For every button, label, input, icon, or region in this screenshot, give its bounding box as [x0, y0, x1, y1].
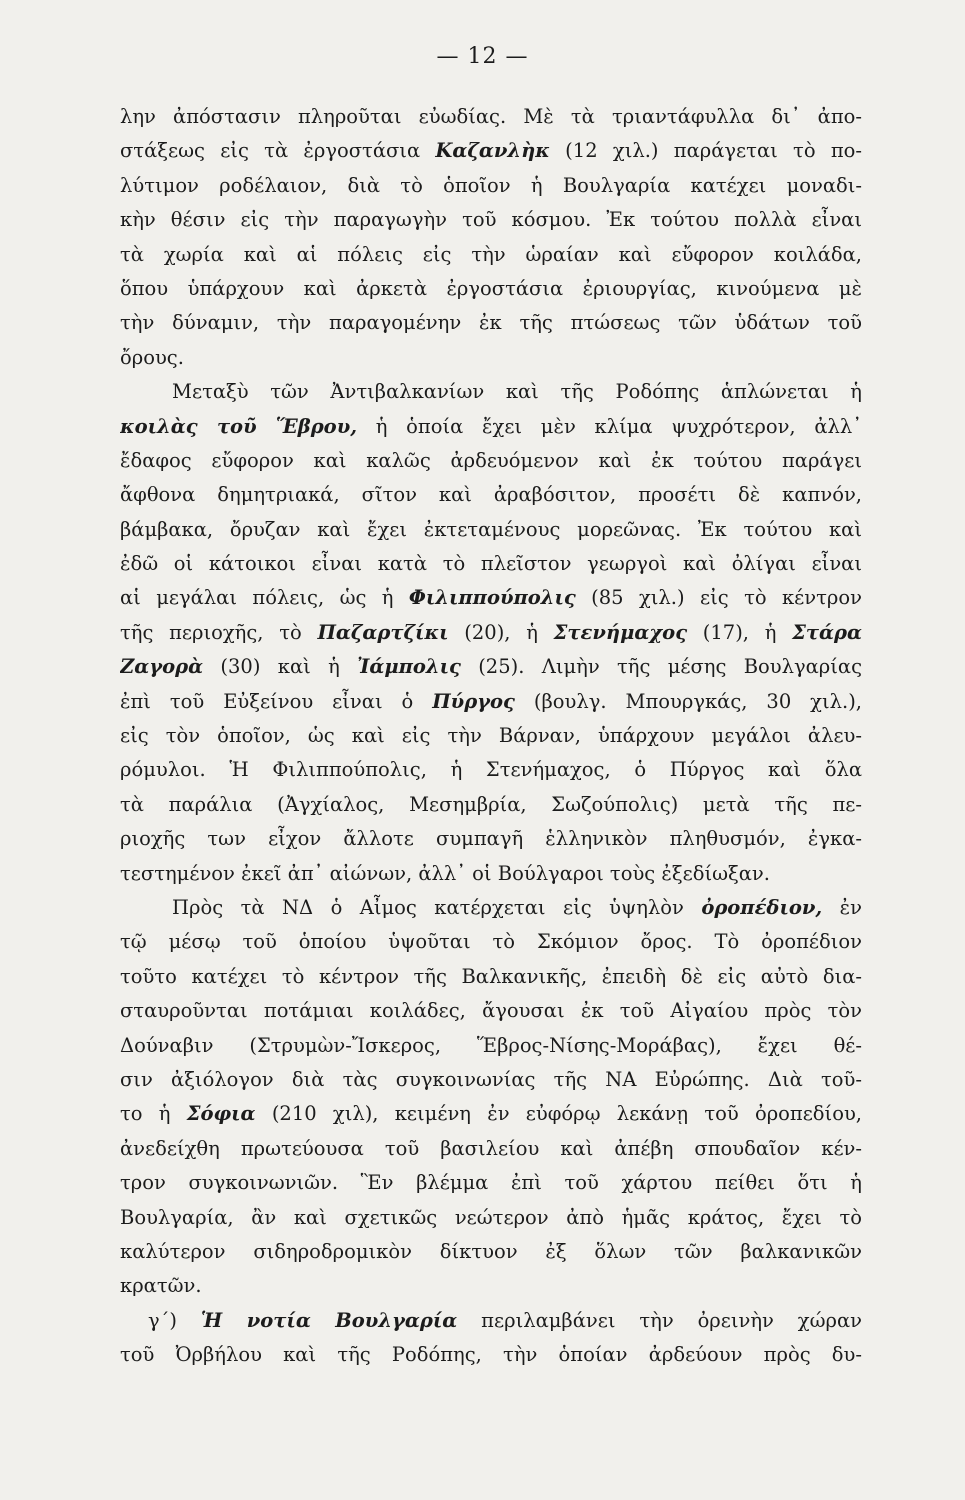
text-line [120, 1132, 862, 1166]
text-run: κὴν θέσιν εἰς τὴν παραγωγὴν τοῦ κόσμου. Ἐκ τούτου πολλὰ εἶναι [120, 208, 862, 232]
emphasized-term: Ἡ νοτία Βουλγαρία [200, 1308, 458, 1332]
text-run: αἱ μεγάλαι πόλεις, ὡς ἡ [120, 586, 409, 610]
text-line [120, 616, 862, 650]
text-run: κρατῶν. [120, 1274, 202, 1298]
text-run: τῷ μέσῳ τοῦ ὁποίου ὑψοῦται τὸ Σκόμιον ὄρος. Τὸ ὀροπέδιον [120, 930, 862, 954]
text-line [120, 1338, 862, 1372]
text-run: ριοχῆς των εἶχον ἄλλοτε συμπαγῆ ἑλληνικὸν πληθυσμόν, ἐγκα- [120, 827, 862, 851]
text-line [120, 719, 862, 753]
text-run: (12 χιλ.) παράγεται τὸ πο- [549, 139, 862, 163]
emphasized-term: Ἰάμπολις [357, 655, 461, 679]
text-line [120, 788, 862, 822]
text-line [120, 547, 862, 581]
text-run: ἡ ὁποία ἔχει μὲν κλίμα ψυχρότερον, ἀλλ᾽ [357, 414, 862, 438]
text-run: ἐν [822, 895, 862, 919]
text-line [120, 822, 862, 856]
text-line [120, 925, 862, 959]
text-line [120, 891, 862, 925]
page-number: — 12 — [436, 44, 529, 69]
text-run: τεστημένον ἐκεῖ ἀπ᾽ αἰώνων, ἀλλ᾽ οἱ Βούλγαροι τοὺς ἐξεδίωξαν. [120, 861, 770, 885]
text-line [120, 581, 862, 615]
text-run: καλύτερον σιδηροδρομικὸν δίκτυον ἐξ ὅλων τῶν βαλκανικῶν [120, 1239, 862, 1263]
text-run: γ´) [148, 1308, 201, 1332]
text-line [120, 685, 862, 719]
text-line [120, 1201, 862, 1235]
emphasized-term: Καζανλὴκ [435, 139, 550, 163]
text-run: (βουλγ. Μπουργκάς, 30 χιλ.), [514, 689, 862, 713]
text-run: Βουλγαρία, ἂν καὶ σχετικῶς νεώτερον ἀπὸ ἡμᾶς κράτος, ἔχει τὸ [120, 1205, 862, 1229]
text-run: στάξεως εἰς τὰ ἐργοστάσια [120, 139, 436, 163]
text-line [120, 169, 862, 203]
text-run: βάμβακα, ὄρυζαν καὶ ἔχει ἐκτεταμένους μορεῶνας. Ἐκ τούτου καὶ [120, 517, 862, 541]
text-line [120, 1235, 862, 1269]
text-run: τῆς περιοχῆς, τὸ [120, 620, 318, 644]
emphasized-term: Ζαγορὰ [120, 655, 204, 679]
emphasized-term: Στενήμαχος [553, 620, 688, 644]
text-line [120, 238, 862, 272]
text-run: ὄρους. [120, 345, 184, 369]
text-run: (30) καὶ ἡ [203, 655, 358, 679]
text-run: Δούναβιν (Στρυμὼν-Ἴσκερος, Ἕβρος-Νίσης-Μοράβας), ἔχει θέ- [120, 1033, 862, 1057]
emphasized-term: Φιλιππούπολις [408, 586, 576, 610]
text-line [120, 960, 862, 994]
text-line [120, 753, 862, 787]
emphasized-term: Σόφια [186, 1102, 256, 1126]
text-run: σιν ἀξιόλογον διὰ τὰς συγκοινωνίας τῆς ΝΑ Εὐρώπης. Διὰ τοῦ- [120, 1067, 862, 1091]
text-run: ἄφθονα δημητριακά, σῖτον καὶ ἀραβόσιτον, προσέτι δὲ καπνόν, [120, 483, 862, 507]
text-line [120, 306, 862, 340]
text-run: (20), ἡ [448, 620, 554, 644]
text-run: ἀνεδείχθη πρωτεύουσα τοῦ βασιλείου καὶ ἀπέβη σπουδαῖον κέν- [120, 1136, 862, 1160]
emphasized-term: κοιλὰς τοῦ Ἕβρου, [120, 414, 358, 438]
text-run: (210 χιλ), κειμένη ἐν εὐφόρῳ λεκάνῃ τοῦ ὀροπεδίου, [255, 1102, 862, 1126]
text-run: (85 χιλ.) εἰς τὸ κέντρον [575, 586, 862, 610]
text-run: ὅπου ὑπάρχουν καὶ ἀρκετὰ ἐργοστάσια ἐριουργίας, κινούμενα μὲ [120, 276, 862, 300]
text-run: περιλαμβάνει τὴν ὀρεινὴν χώραν [457, 1308, 862, 1332]
text-run: τὰ παράλια (Ἀγχίαλος, Μεσημβρία, Σωζούπολις) μετὰ τῆς πε- [120, 792, 862, 816]
text-line [120, 100, 862, 134]
text-line [120, 513, 862, 547]
text-line [120, 410, 862, 444]
text-run: το ἡ [120, 1102, 187, 1126]
text-run: ἔδαφος εὔφορον καὶ καλῶς ἀρδευόμενον καὶ ἐκ τούτου παράγει [120, 448, 862, 472]
text-run: λην ἀπόστασιν πληροῦται εὐωδίας. Μὲ τὰ τριαντάφυλλα δι᾽ ἀπο- [120, 105, 862, 128]
text-run: τρον συγκοινωνιῶν. Ἓν βλέμμα ἐπὶ τοῦ χάρτου πείθει ὅτι ἡ [120, 1171, 862, 1195]
text-line [120, 272, 862, 306]
text-line [120, 650, 862, 684]
text-line [120, 1063, 862, 1097]
text-run: Πρὸς τὰ ΝΔ ὁ Αἶμος κατέρχεται εἰς ὑψηλὸν [172, 895, 702, 919]
text-line [120, 203, 862, 237]
text-run: σταυροῦνται ποτάμιαι κοιλάδες, ἄγουσαι ἐκ τοῦ Αἰγαίου πρὸς τὸν [120, 999, 862, 1023]
text-run: τοῦτο κατέχει τὸ κέντρον τῆς Βαλκανικῆς, ἐπειδὴ δὲ εἰς αὐτὸ δια- [120, 964, 862, 988]
text-line [120, 341, 862, 375]
text-run: (17), ἡ [687, 620, 793, 644]
text-run: εἰς τὸν ὁποῖον, ὡς καὶ εἰς τὴν Βάρναν, ὑπάρχουν μεγάλοι ἀλευ- [120, 724, 862, 748]
text-run: Μεταξὺ τῶν Ἀντιβαλκανίων καὶ τῆς Ροδόπης ἁπλώνεται ἡ [172, 380, 862, 404]
text-line [120, 857, 862, 891]
emphasized-term: Στάρα [792, 620, 862, 644]
text-line [120, 375, 862, 409]
text-run: τὴν δύναμιν, τὴν παραγομένην ἐκ τῆς πτώσεως τῶν ὑδάτων τοῦ [120, 311, 862, 335]
text-run: τὰ χωρία καὶ αἱ πόλεις εἰς τὴν ὡραίαν καὶ εὔφορον κοιλάδα, [120, 242, 862, 266]
text-run: ρόμυλοι. Ἡ Φιλιππούπολις, ἡ Στενήμαχος, ὁ Πύργος καὶ ὅλα [120, 758, 862, 782]
text-line [120, 1269, 862, 1303]
text-line [120, 444, 862, 478]
text-run: τοῦ Ὀρβήλου καὶ τῆς Ροδόπης, τὴν ὁποίαν ἀρδεύουν πρὸς δυ- [120, 1343, 862, 1367]
text-line [120, 134, 862, 168]
text-line [120, 1097, 862, 1131]
text-run: ἐδῶ οἱ κάτοικοι εἶναι κατὰ τὸ πλεῖστον γεωργοὶ καὶ ὀλίγαι εἶναι [120, 552, 862, 576]
emphasized-term: Παζαρτζίκι [317, 620, 449, 644]
emphasized-term: ὀροπέδιον, [701, 895, 823, 919]
text-run: λύτιμον ροδέλαιον, διὰ τὸ ὁποῖον ἡ Βουλγαρία κατέχει μοναδι- [120, 173, 862, 197]
text-line [120, 1304, 862, 1338]
body-text [120, 100, 862, 1372]
emphasized-term: Πύργος [432, 689, 515, 713]
text-run: ἐπὶ τοῦ Εὐξείνου εἶναι ὁ [120, 689, 433, 713]
text-line [120, 1029, 862, 1063]
text-line [120, 1166, 862, 1200]
text-run: (25). Λιμὴν τῆς μέσης Βουλγαρίας [460, 655, 862, 679]
text-line [120, 478, 862, 512]
text-line [120, 994, 862, 1028]
